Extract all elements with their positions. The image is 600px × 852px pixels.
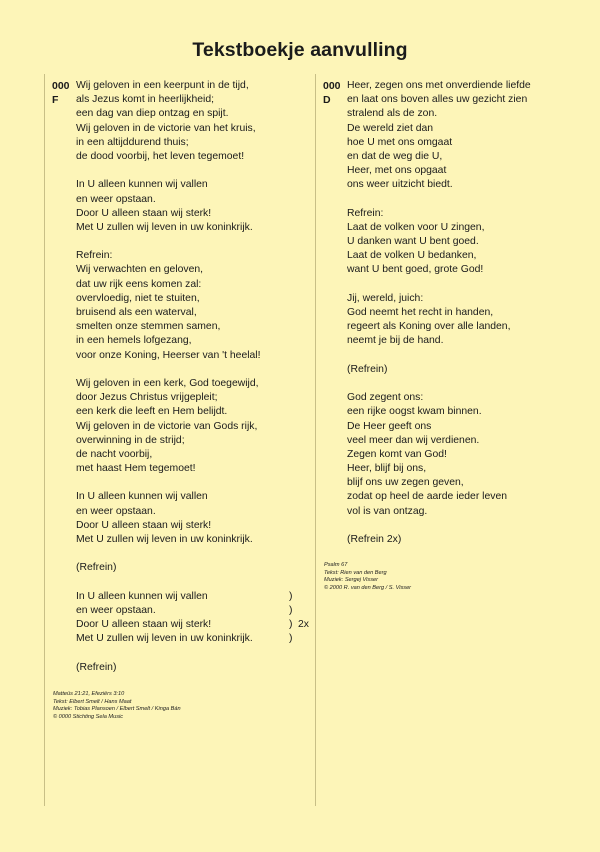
lyric-line: In U alleen kunnen wij vallen [76,179,208,191]
credit-line: Tekst: Elbert Smelt / Hans Maat [53,698,132,705]
repeat-line [76,604,311,618]
lyric-line: met haast Hem tegemoet! [76,463,196,475]
song-column-left [44,74,311,806]
song-number [52,79,70,107]
credit-line: Muziek: Tobias Plansoen / Elbert Smelt / Kinga Bán [53,706,181,713]
stanza-gap [76,576,311,590]
credits-right [324,562,411,592]
lyric-line: hoe U met ons omgaat [347,136,453,148]
lyric-line: (Refrein) [347,363,388,375]
lyric-line: blijf ons uw zegen geven, [347,477,464,489]
stanza-gap [76,547,311,561]
lyric-line: Wij geloven in een keerpunt in de tijd, [76,80,249,91]
stanza-gap [76,647,311,661]
lyric-line: Door U alleen staan wij sterk! [76,207,212,219]
lyric-line: en weer opstaan. [76,193,156,205]
lyric-line: De wereld ziet dan [347,122,434,134]
lyric-line: in een altijddurend thuis; [76,136,189,148]
lyric-line: dat uw rijk eens komen zal: [76,278,202,290]
repeat-mark: 2x [298,619,309,631]
lyric-line: ons weer uitzicht biedt. [347,179,453,191]
stanza-gap [347,278,576,292]
lyric-line: in een hemels lofgezang, [76,335,192,347]
lyric-line: Zegen komt van God! [347,448,447,460]
page-title: Tekstboekje aanvulling [192,39,408,61]
stanza-gap [347,519,576,533]
lyric-line: stralend als de zon. [347,108,438,120]
credit-line: Matteüs 21:21, Efeziërs 3:10 [53,691,125,697]
credits-left [53,691,181,721]
lyric-line: U danken want U bent goed. [347,236,479,248]
lyric-line: en dat de weg die U, [347,150,443,162]
lyric-line: neemt je bij de hand. [347,335,444,347]
stanza-gap [76,235,311,249]
lyric-line: Jij, wereld, juich: [347,292,424,304]
lyric-line: een rijke oogst kwam binnen. [347,406,482,418]
lyric-line: als Jezus komt in heerlijkheid; [76,94,215,106]
lyric-line: (Refrein) [76,562,117,574]
repeat-bracket: ) [289,604,293,616]
lyric-line: God neemt het recht in handen, [347,307,494,318]
lyric-line: (Refrein 2x) [347,534,402,545]
lyric-line: Refrein: [347,207,384,219]
credit-line: © 0000 Stichting Sela Music [53,713,124,720]
repeat-line [76,590,311,604]
lyric-line: overwinning in de strijd; [76,434,185,446]
lyric-line: In U alleen kunnen wij vallen [76,590,208,602]
song-number-digits: 000 [52,80,70,92]
stanza-gap [76,363,311,377]
lyric-line: smelten onze stemmen samen, [76,321,221,333]
repeat-bracket: ) [289,590,293,602]
song-number-digits: 000 [323,80,341,92]
stanza-gap [347,377,576,391]
lyric-line: Laat de volken voor U zingen, [347,221,485,233]
lyric-line: en weer opstaan. [76,604,156,616]
lyric-line: Heer, zegen ons met onverdiende liefde [347,80,531,91]
lyric-line: bruisend als een waterval, [76,307,197,318]
lyric-line: Heer, blijf bij ons, [347,463,427,475]
lyric-line: vol is van ontzag. [347,505,428,517]
stanza-gap [76,164,311,178]
repeat-bracket: ) [289,633,293,645]
lyric-line: Door U alleen staan wij sterk! [76,519,212,531]
stanza-gap [347,349,576,363]
lyric-line: de nacht voorbij, [76,448,153,460]
lyric-line: voor onze Koning, Heerser van 't heelal! [76,349,261,361]
lyric-line: Heer, met ons opgaat [347,165,447,177]
lyric-line: en laat ons boven alles uw gezicht zien [347,94,528,106]
lyric-line: regeert als Koning over alle landen, [347,321,511,333]
credit-line: Psalm 67 [324,562,348,568]
lyric-line: overvloedig, niet te stuiten, [76,292,200,304]
song-letter: D [323,94,331,107]
lyrics-left [76,79,311,675]
lyric-line: een kerk die leeft en Hem belijdt. [76,406,228,418]
song-column-right [315,74,576,806]
credit-line: Muziek: Sergej Visser [324,577,378,584]
lyric-line: Wij geloven in de victorie van het kruis, [76,122,256,134]
lyric-line: God zegent ons: [347,392,424,404]
lyric-line: Wij geloven in de victorie van Gods rijk, [76,420,258,432]
lyric-line: Refrein: [76,250,113,262]
lyric-line: door Jezus Christus vrijgepleit; [76,392,218,404]
lyrics-right [347,79,576,547]
lyric-line: zodat op heel de aarde ieder leven [347,491,508,503]
credit-line: © 2000 R. van den Berg / S. Visser [324,584,412,591]
lyric-line: want U bent goed, grote God! [347,264,484,276]
song-number [323,79,341,107]
lyric-line: Met U zullen wij leven in uw koninkrijk. [76,221,253,233]
lyric-line: Met U zullen wij leven in uw koninkrijk. [76,633,253,645]
lyric-line: In U alleen kunnen wij vallen [76,491,208,503]
lyric-line: Wij geloven in een kerk, God toegewijd, [76,377,259,389]
lyric-line: (Refrein) [76,661,117,673]
lyric-line: veel meer dan wij verdienen. [347,434,480,446]
song-letter: F [52,94,59,107]
lyric-line: een dag van diep ontzag en spijt. [76,108,229,120]
repeat-line [76,618,311,632]
repeat-line [76,632,311,646]
lyric-line: Laat de volken U bedanken, [347,250,477,262]
lyric-line: en weer opstaan. [76,505,156,517]
lyric-line: Met U zullen wij leven in uw koninkrijk. [76,534,253,545]
stanza-gap [347,193,576,207]
lyric-line: de dood voorbij, het leven tegemoet! [76,150,245,162]
repeat-bracket: ) [289,619,293,631]
lyric-line: Door U alleen staan wij sterk! [76,619,212,631]
credit-line: Tekst: Rien van den Berg [324,569,387,576]
lyric-line: Wij verwachten en geloven, [76,264,204,276]
lyric-line: De Heer geeft ons [347,420,432,432]
stanza-gap [76,476,311,490]
